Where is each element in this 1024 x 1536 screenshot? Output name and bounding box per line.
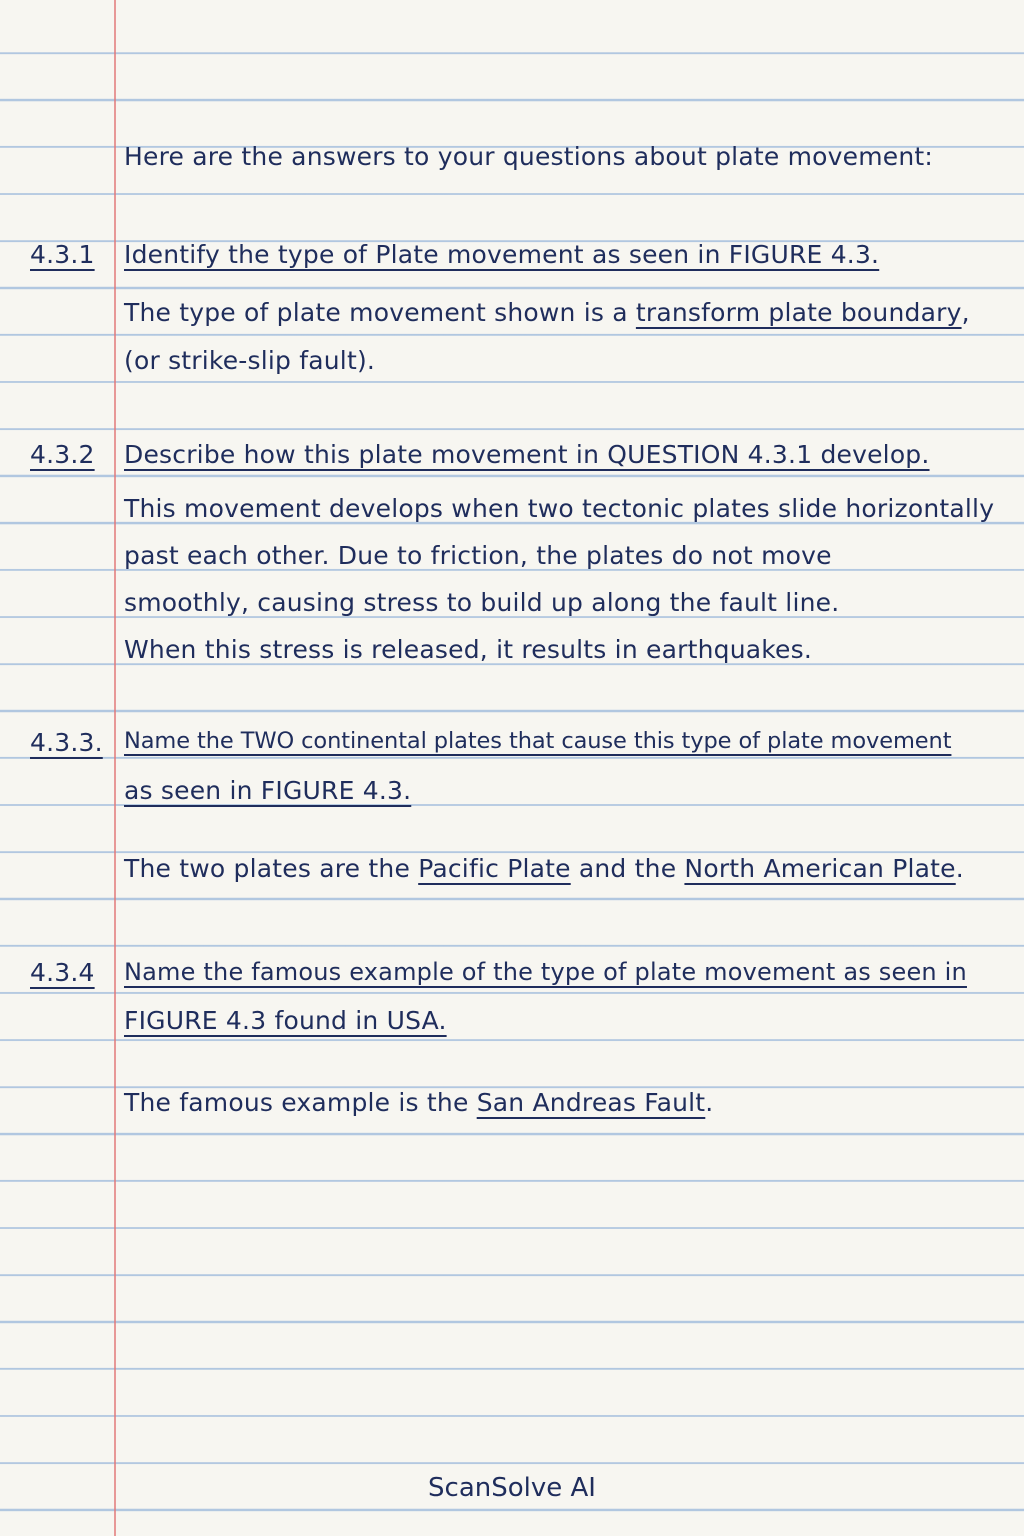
question-4-3-4-line-1: Name the famous example of the type of plate movement as seen in [124,958,967,986]
question-4-3-3-line-2: as seen in FIGURE 4.3. [124,776,412,805]
answer-4-3-2-line-3: smoothly, causing stress to build up along the fault line. [124,588,840,617]
answer-text: and the [570,854,685,883]
question-number-4-3-2: 4.3.2 [30,440,95,469]
question-number-4-3-3: 4.3.3. [30,728,103,757]
question-number-4-3-1: 4.3.1 [30,240,95,269]
answer-4-3-2-line-1: This movement develops when two tectonic plates slide horizontally [124,494,995,523]
question-4-3-3-line-1: Name the TWO continental plates that cause this type of plate movement [124,728,952,754]
answer-keyword: transform plate boundary [635,298,962,327]
answer-text: The famous example is the [124,1088,477,1117]
answer-keyword: Pacific Plate [418,854,571,883]
margin-line [114,0,116,1536]
answer-text: . [705,1088,714,1117]
answer-4-3-3 [124,854,964,883]
question-4-3-1: Identify the type of Plate movement as seen in FIGURE 4.3. [124,240,880,269]
answer-4-3-1-line-2: (or strike-slip fault). [124,346,376,375]
answer-text: The type of plate movement shown is a [124,298,636,327]
answer-4-3-2-line-2: past each other. Due to friction, the plates do not move [124,541,832,570]
answer-4-3-2-line-4: When this stress is released, it results in earthquakes. [124,635,813,664]
question-number-4-3-4: 4.3.4 [30,958,95,987]
question-4-3-2: Describe how this plate movement in QUESTION 4.3.1 develop. [124,440,930,469]
answer-keyword: San Andreas Fault [476,1088,706,1117]
answer-keyword: North American Plate [684,854,956,883]
footer-brand: ScanSolve AI [428,1473,596,1503]
question-4-3-4-line-2: FIGURE 4.3 found in USA. [124,1006,447,1035]
answer-text: . [955,854,964,883]
answer-text: , [961,298,970,327]
answer-text: The two plates are the [124,854,419,883]
answer-4-3-4 [124,1088,713,1117]
answer-4-3-1-line-1 [124,298,970,327]
intro-text: Here are the answers to your questions about plate movement: [124,142,934,171]
